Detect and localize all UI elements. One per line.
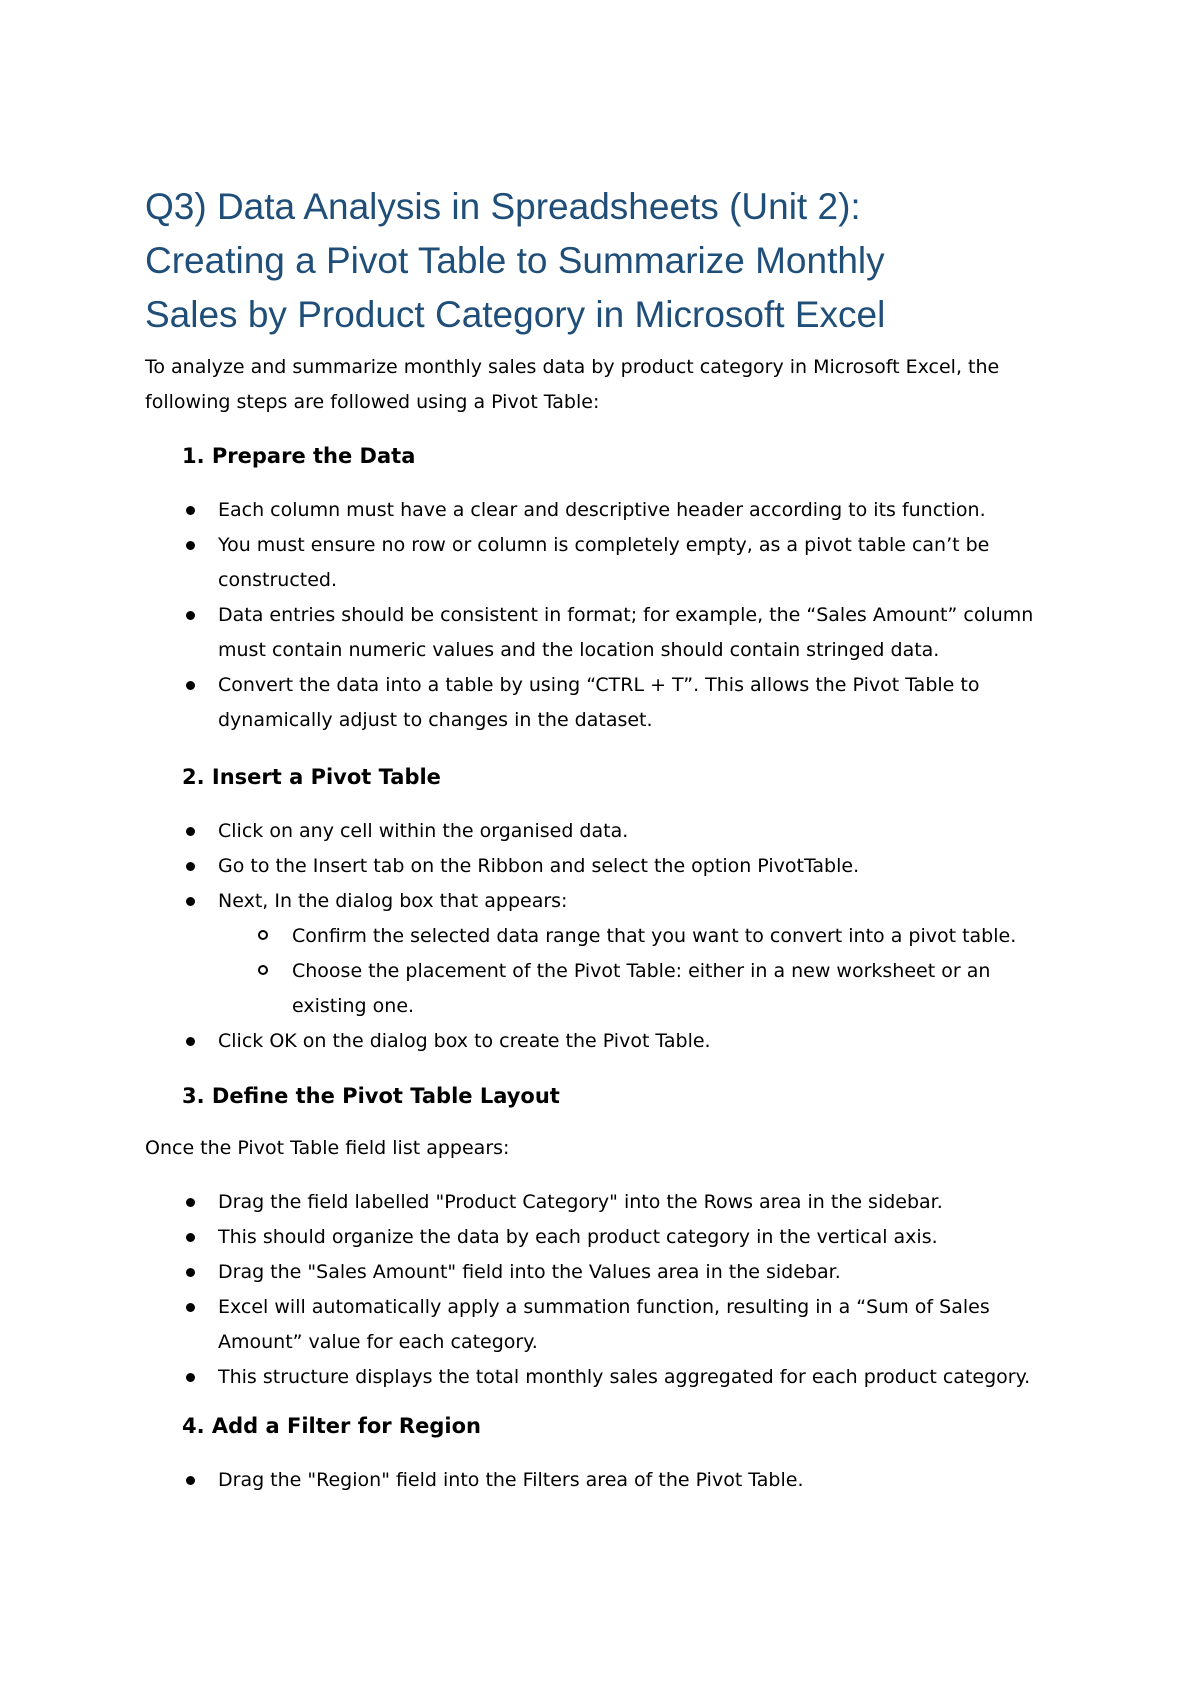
intro-paragraph [145,350,1105,420]
list-item-text: Confirm the selected data range that you want to convert into a pivot table. [292,925,1017,947]
list-item-text: Drag the "Region" field into the Filters area of the Pivot Table. [218,1469,804,1491]
section-heading: 2. Insert a Pivot Table [182,765,441,789]
list-item-text: Drag the field labelled "Product Category" into the Rows area in the sidebar. [218,1191,943,1213]
section-heading: 1. Prepare the Data [182,444,416,468]
sub-bullet-icon [258,930,268,940]
bullet-icon [186,1037,195,1046]
list-item [0,598,1200,668]
list-item-text: constructed. [218,569,338,591]
bullet-list [0,1185,1200,1395]
bullet-icon [186,1268,195,1277]
bullet-icon [186,1303,195,1312]
list-item-text: Convert the data into a table by using “CTRL + T”. This allows the Pivot Table to [218,674,980,696]
list-item [0,1290,1200,1360]
bullet-icon [186,1476,195,1485]
bullet-list [0,1463,1200,1498]
bullet-icon [186,611,195,620]
list-item-text: Each column must have a clear and descriptive header according to its function. [218,499,986,521]
bullet-icon [186,862,195,871]
intro-line: To analyze and summarize monthly sales data by product category in Microsoft Excel, the [145,356,1000,378]
list-item-text: This structure displays the total monthly sales aggregated for each product category. [218,1366,1031,1388]
list-item-text: Choose the placement of the Pivot Table: either in a new worksheet or an [292,960,991,982]
list-item-text: Next, In the dialog box that appears: [218,890,568,912]
bullet-icon [186,681,195,690]
title-line: Q3) Data Analysis in Spreadsheets (Unit 2): [145,186,861,227]
title-line: Creating a Pivot Table to Summarize Monthly [145,240,885,281]
list-item [0,1463,1200,1498]
bullet-icon [186,1373,195,1382]
bullet-icon [186,897,195,906]
list-item [0,1185,1200,1220]
list-item [0,1220,1200,1255]
sub-list-item [0,919,1200,954]
bullet-icon [186,827,195,836]
list-item-text: You must ensure no row or column is completely empty, as a pivot table can’t be [218,534,990,556]
section-heading: 4. Add a Filter for Region [182,1414,481,1438]
list-item-text: Amount” value for each category. [218,1331,538,1353]
list-item [0,1024,1200,1059]
bullet-icon [186,1233,195,1242]
bullet-icon [186,541,195,550]
list-item [0,668,1200,738]
title-line: Sales by Product Category in Microsoft Excel [145,294,886,335]
bullet-icon [186,506,195,515]
sub-bullet-icon [258,965,268,975]
bullet-list [0,814,1200,1059]
list-item-text: Click OK on the dialog box to create the Pivot Table. [218,1030,711,1052]
list-item [0,849,1200,884]
list-item [0,1360,1200,1395]
list-item-text: Click on any cell within the organised data. [218,820,629,842]
bullet-icon [186,1198,195,1207]
list-item [0,528,1200,598]
list-item-text: Drag the "Sales Amount" field into the Values area in the sidebar. [218,1261,841,1283]
list-item [0,493,1200,528]
list-item-text: must contain numeric values and the location should contain stringed data. [218,639,940,661]
bullet-list [0,493,1200,738]
list-item-text: existing one. [292,995,415,1017]
list-item-text: Go to the Insert tab on the Ribbon and select the option PivotTable. [218,855,860,877]
sub-list-item [0,954,1200,1024]
list-item-text: dynamically adjust to changes in the dataset. [218,709,653,731]
list-item [0,1255,1200,1290]
section-lead: Once the Pivot Table field list appears: [145,1137,510,1159]
intro-line: following steps are followed using a Pivot Table: [145,391,600,413]
section-heading: 3. Define the Pivot Table Layout [182,1084,560,1108]
list-item-text: Excel will automatically apply a summation function, resulting in a “Sum of Sales [218,1296,990,1318]
list-item-text: Data entries should be consistent in format; for example, the “Sales Amount” column [218,604,1034,626]
list-item [0,814,1200,849]
list-item-text: This should organize the data by each product category in the vertical axis. [218,1226,938,1248]
list-item [0,884,1200,919]
document-title [145,180,1085,342]
